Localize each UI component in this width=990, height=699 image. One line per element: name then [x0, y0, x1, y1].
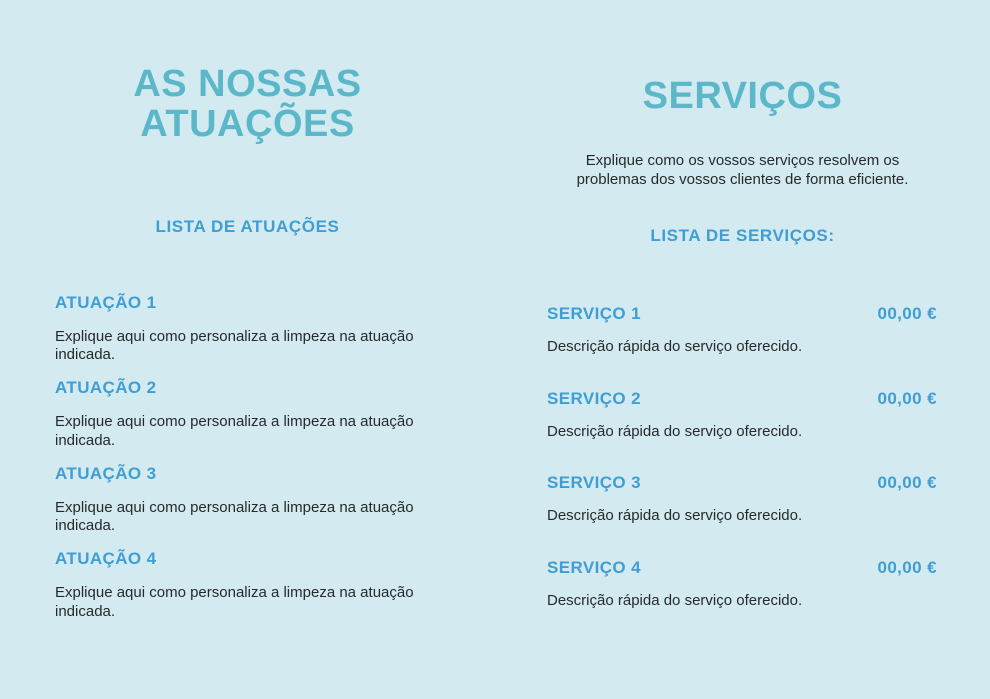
servico-1-price: 00,00 € — [877, 303, 937, 323]
servico-4-price: 00,00 € — [877, 558, 937, 578]
servico-1-label: SERVIÇO 1 — [547, 303, 641, 323]
list-item — [55, 464, 455, 537]
servico-2-label: SERVIÇO 2 — [547, 388, 641, 408]
atuacao-1-label: ATUAÇÃO 1 — [55, 292, 157, 312]
servico-3-description: Descrição rápida do serviço oferecido. — [547, 507, 803, 525]
servico-3-price: 00,00 € — [877, 473, 937, 493]
atuacao-1-description: Explique aqui como personaliza a limpeza na atuação indicada. — [55, 327, 414, 364]
atuacao-4-label: ATUAÇÃO 4 — [55, 549, 157, 569]
servico-3-label: SERVIÇO 3 — [547, 473, 641, 493]
servicos-subtitle: Explique como os vossos serviços resolvem os problemas dos vossos clientes de forma eficiente. — [576, 152, 909, 189]
servicos-list-heading: LISTA DE SERVIÇOS: — [650, 225, 835, 245]
servico-1-description: Descrição rápida do serviço oferecido. — [547, 337, 803, 355]
atuacao-2-label: ATUAÇÃO 2 — [55, 378, 157, 398]
atuacao-4-description: Explique aqui como personaliza a limpeza na atuação indicada. — [55, 584, 414, 620]
servico-2-description: Descrição rápida do serviço oferecido. — [547, 422, 803, 440]
servico-1-row — [547, 304, 937, 324]
list-item — [547, 389, 937, 442]
servico-4-label: SERVIÇO 4 — [547, 558, 641, 578]
list-item — [55, 293, 455, 366]
servicos-list — [547, 304, 937, 611]
list-item — [55, 549, 455, 622]
list-item — [547, 558, 937, 611]
atuacoes-title: AS NOSSAS ATUAÇÕES — [133, 63, 362, 146]
list-item — [547, 304, 937, 357]
servico-2-row — [547, 389, 937, 409]
servico-4-row — [547, 558, 937, 578]
list-item — [547, 473, 937, 526]
atuacao-3-label: ATUAÇÃO 3 — [55, 463, 157, 483]
atuacoes-list — [55, 293, 455, 622]
atuacoes-list-heading: LISTA DE ATUAÇÕES — [155, 216, 340, 236]
servico-3-row — [547, 473, 937, 493]
list-item — [55, 378, 455, 451]
servico-4-description: Descrição rápida do serviço oferecido. — [547, 592, 803, 610]
atuacao-2-description: Explique aqui como personaliza a limpeza na atuação indicada. — [55, 413, 414, 449]
servicos-title: SERVIÇOS — [642, 75, 843, 117]
atuacao-3-description: Explique aqui como personaliza a limpeza na atuação indicada. — [55, 498, 414, 535]
servicos-column — [495, 0, 990, 699]
servico-2-price: 00,00 € — [877, 388, 937, 408]
